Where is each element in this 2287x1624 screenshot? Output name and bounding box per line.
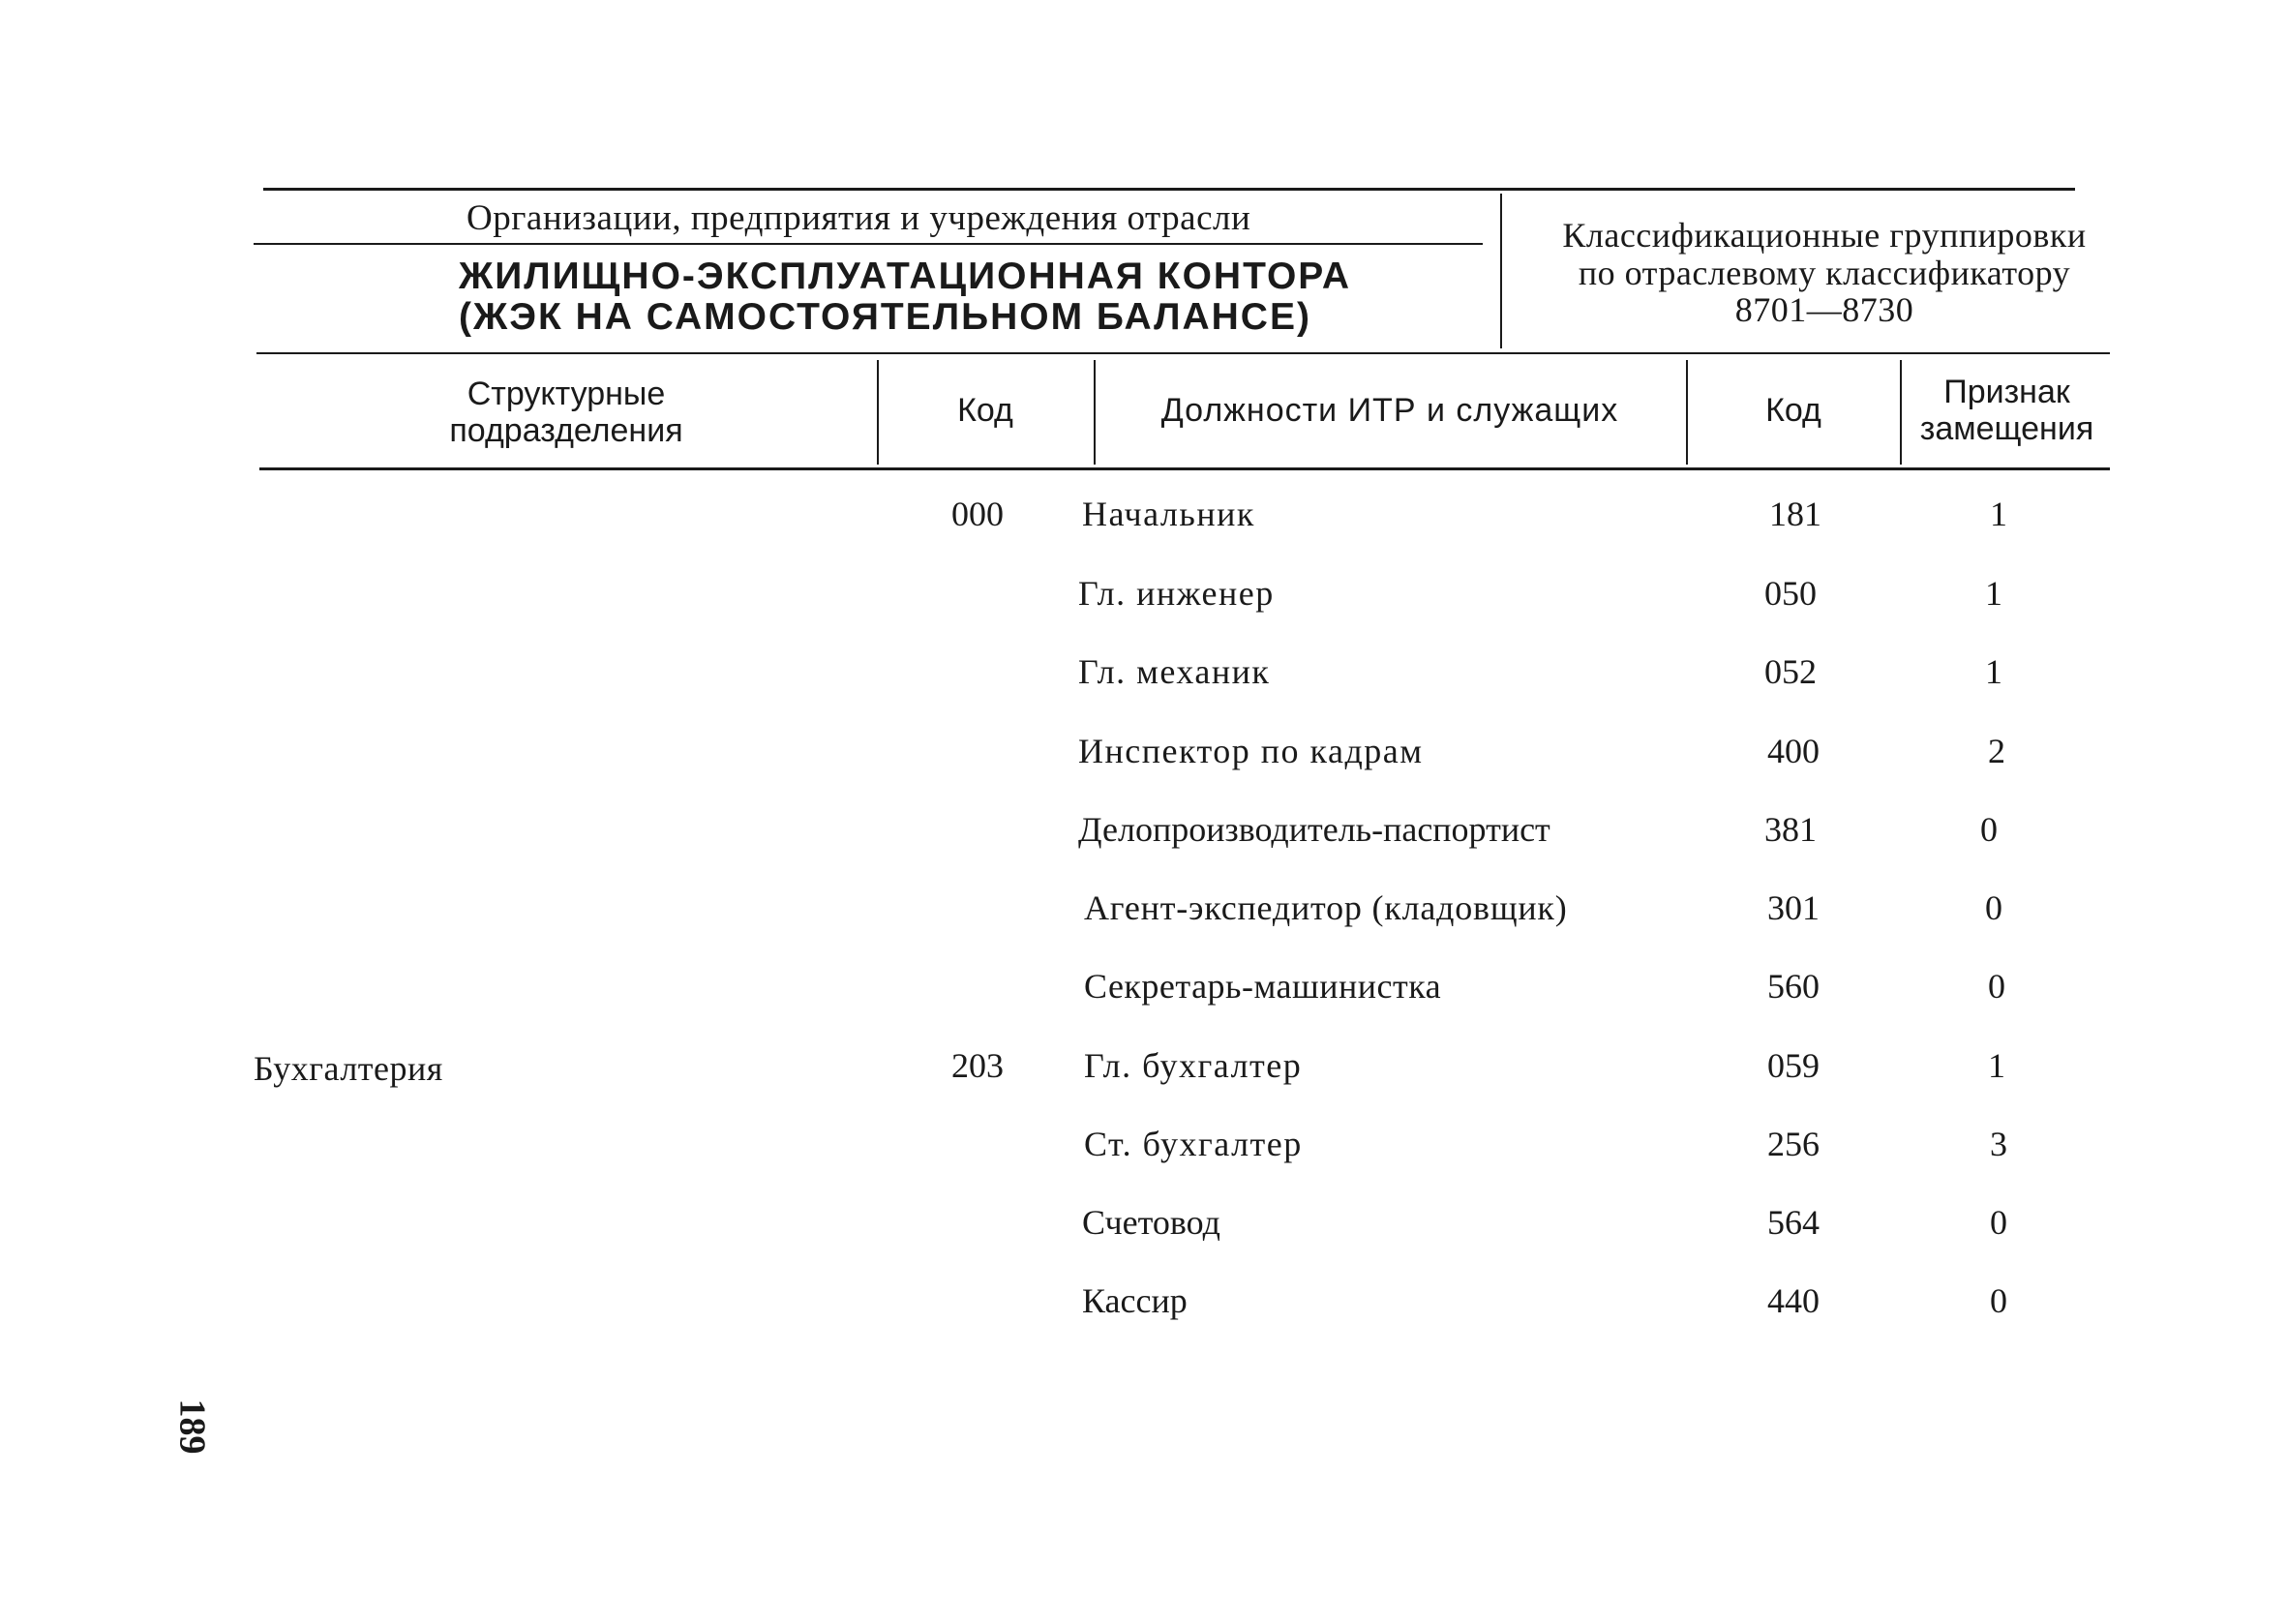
position-code-cell: 400 (1767, 732, 1820, 770)
position-cell: Секретарь-машинистка (1084, 967, 1442, 1006)
sign-cell: 0 (1985, 888, 2002, 927)
division-code-cell: 203 (951, 1046, 1004, 1085)
org-label: Организации, предприятия и учреждения отрасли (466, 198, 1251, 238)
position-code-cell: 052 (1764, 652, 1817, 691)
sign-cell: 1 (1985, 652, 2002, 691)
position-code-cell: 560 (1767, 967, 1820, 1006)
sign-cell: 0 (1980, 810, 1998, 849)
column-header-top-rule (256, 352, 2110, 354)
column-header-division-code: Код (957, 392, 1013, 429)
sign-cell: 2 (1988, 732, 2005, 770)
classification-line2: по отраслевому классификатору (1578, 254, 2071, 292)
document-title-line1: ЖИЛИЩНО-ЭКСПЛУАТАЦИОННАЯ КОНТОРА (459, 256, 1352, 297)
sign-cell: 1 (1985, 574, 2002, 613)
top-rule (263, 188, 2075, 191)
position-cell: Делопроизводитель-паспортист (1078, 810, 1550, 849)
column-header-sign (1904, 374, 2110, 447)
position-cell: Начальник (1082, 495, 1255, 533)
position-code-cell: 059 (1767, 1046, 1820, 1085)
sign-cell: 1 (1990, 495, 2007, 533)
position-cell: Гл. инженер (1078, 574, 1275, 613)
column-header-bottom-rule (259, 467, 2110, 470)
sign-cell: 0 (1990, 1281, 2007, 1320)
column-header-position-code: Код (1765, 392, 1821, 429)
page-number: 189 (171, 1398, 213, 1455)
division-cell: Бухгалтерия (254, 1049, 443, 1088)
col-divider-4 (1900, 360, 1902, 465)
position-code-cell: 564 (1767, 1203, 1820, 1242)
position-code-cell: 256 (1767, 1125, 1820, 1163)
position-code-cell: 181 (1769, 495, 1821, 533)
position-code-cell: 301 (1767, 888, 1820, 927)
column-header-division (261, 376, 871, 449)
position-cell: Гл. бухгалтер (1084, 1046, 1303, 1085)
sign-header-line2: замещения (1919, 410, 2094, 447)
division-header-line2: подразделения (449, 412, 683, 449)
position-cell: Агент-экспедитор (кладовщик) (1084, 888, 1568, 927)
position-code-cell: 381 (1764, 810, 1817, 849)
sign-header-line1: Признак (1943, 374, 2070, 410)
header-divider (1500, 194, 1502, 348)
column-header-position: Должности ИТР и служащих (1160, 392, 1619, 429)
position-cell: Кассир (1082, 1281, 1188, 1320)
division-code-cell: 000 (951, 495, 1004, 533)
position-code-cell: 440 (1767, 1281, 1820, 1320)
sign-cell: 3 (1990, 1125, 2007, 1163)
position-cell: Счетовод (1082, 1203, 1220, 1242)
sign-cell: 1 (1988, 1046, 2005, 1085)
sign-cell: 0 (1990, 1203, 2007, 1242)
sign-cell: 0 (1988, 967, 2005, 1006)
division-header-line1: Структурные (466, 376, 666, 412)
col-divider-3 (1686, 360, 1688, 465)
classification-line1: Классификационные группировки (1562, 216, 2087, 255)
position-cell: Инспектор по кадрам (1078, 732, 1424, 770)
document-title-line2: (ЖЭК НА САМОСТОЯТЕЛЬНОМ БАЛАНСЕ) (459, 296, 1311, 338)
position-cell: Гл. механик (1078, 652, 1271, 691)
col-divider-1 (877, 360, 879, 465)
position-code-cell: 050 (1764, 574, 1817, 613)
position-cell: Ст. бухгалтер (1084, 1125, 1303, 1163)
col-divider-2 (1094, 360, 1096, 465)
classification-line3: 8701—8730 (1734, 290, 1914, 329)
org-underline (254, 243, 1483, 245)
